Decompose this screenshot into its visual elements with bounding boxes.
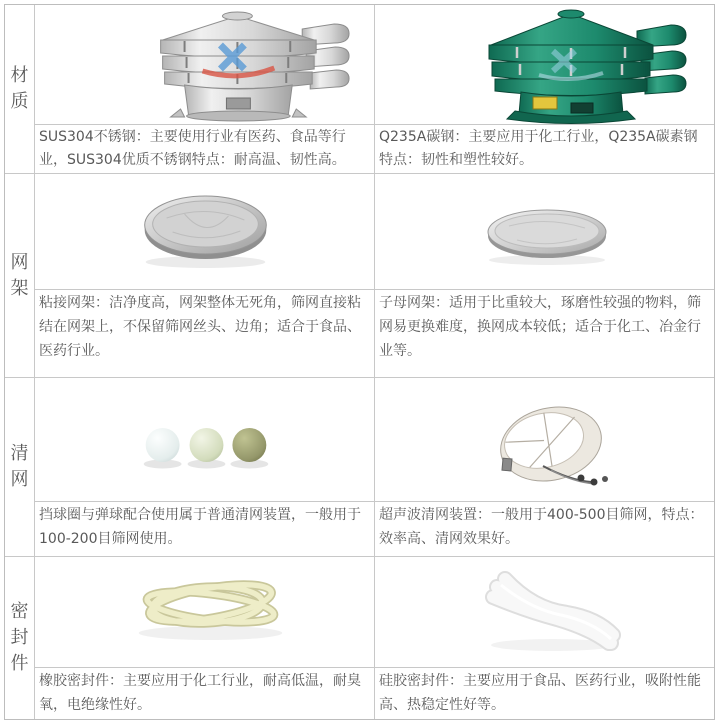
row-label-text: 清网: [10, 443, 29, 490]
cell-ultrasonic-ring: [375, 378, 714, 556]
description-mother-child-mesh-frame: 子母网架：适用于比重较大，琢磨性较强的物料，筛网易更换难度，换网成本较低；适合于化工、冶金行业等。: [375, 289, 714, 377]
cell-mother-child-mesh-frame: [375, 174, 714, 377]
green-sieve-icon: [375, 5, 714, 124]
row-label-mesh-cleaning: [5, 378, 35, 556]
product-comparison-table: [4, 4, 715, 720]
bouncing-balls-image: [35, 378, 374, 501]
silicone-seal-image: [375, 557, 714, 667]
mesh-disc-icon: [375, 174, 714, 289]
row-label-mesh-frame: [5, 174, 35, 377]
description-silicone-seal: 硅胶密封件：主要应用于食品、医药行业，吸附性能高、热稳定性好等。: [375, 667, 714, 719]
row-label-text: 材质: [10, 65, 29, 112]
table-row-material: [5, 5, 714, 174]
table-row-mesh-cleaning: [5, 378, 714, 557]
description-ultrasonic-ring: 超声波清网装置：一般用于400-500目筛网，特点：效率高、清网效果好。: [375, 501, 714, 556]
mesh-disc-icon: [35, 174, 374, 289]
cell-rubber-seal: [35, 557, 375, 719]
stainless-sieve-icon: [35, 5, 374, 124]
description-rubber-seal: 橡胶密封件：主要应用于化工行业，耐高低温，耐臭氧，电绝缘性好。: [35, 667, 374, 719]
rubber-balls-icon: [35, 378, 374, 501]
mother-child-mesh-frame-image: [375, 174, 714, 289]
stainless-steel-sieve-machine-image: [35, 5, 374, 124]
cell-material-carbon: [375, 5, 714, 173]
description-stainless-steel: SUS304不锈钢：主要使用行业有医药、食品等行业，SUS304优质不锈钢特点：耐高温、韧性高。: [35, 124, 374, 173]
rubber-seal-icon: [35, 557, 374, 667]
silicone-seal-icon: [375, 557, 714, 667]
cell-silicone-seal: [375, 557, 714, 719]
cell-bonded-mesh-frame: [35, 174, 375, 377]
description-bonded-mesh-frame: 粘接网架：洁净度高，网架整体无死角，筛网直接粘结在网架上，不保留筛网丝头、边角；适合于食品、医药行业。: [35, 289, 374, 377]
bonded-mesh-frame-image: [35, 174, 374, 289]
carbon-steel-sieve-machine-image: [375, 5, 714, 124]
table-row-mesh-frame: [5, 174, 714, 378]
description-carbon-steel: Q235A碳钢：主要应用于化工行业，Q235A碳素钢特点：韧性和塑性较好。: [375, 124, 714, 173]
row-label-text: 网架: [10, 251, 29, 299]
row-label-material: [5, 5, 35, 173]
cell-bouncing-balls: [35, 378, 375, 556]
rubber-seal-image: [35, 557, 374, 667]
ultrasonic-ring-image: [375, 378, 714, 501]
row-label-seals: [5, 557, 35, 719]
cell-material-stainless: [35, 5, 375, 173]
row-label-text: 密封件: [10, 601, 29, 674]
ultrasonic-ring-icon: [375, 378, 714, 501]
table-row-seals: [5, 557, 714, 719]
description-bouncing-balls: 挡球圈与弹球配合使用属于普通清网装置，一般用于100-200目筛网使用。: [35, 501, 374, 556]
